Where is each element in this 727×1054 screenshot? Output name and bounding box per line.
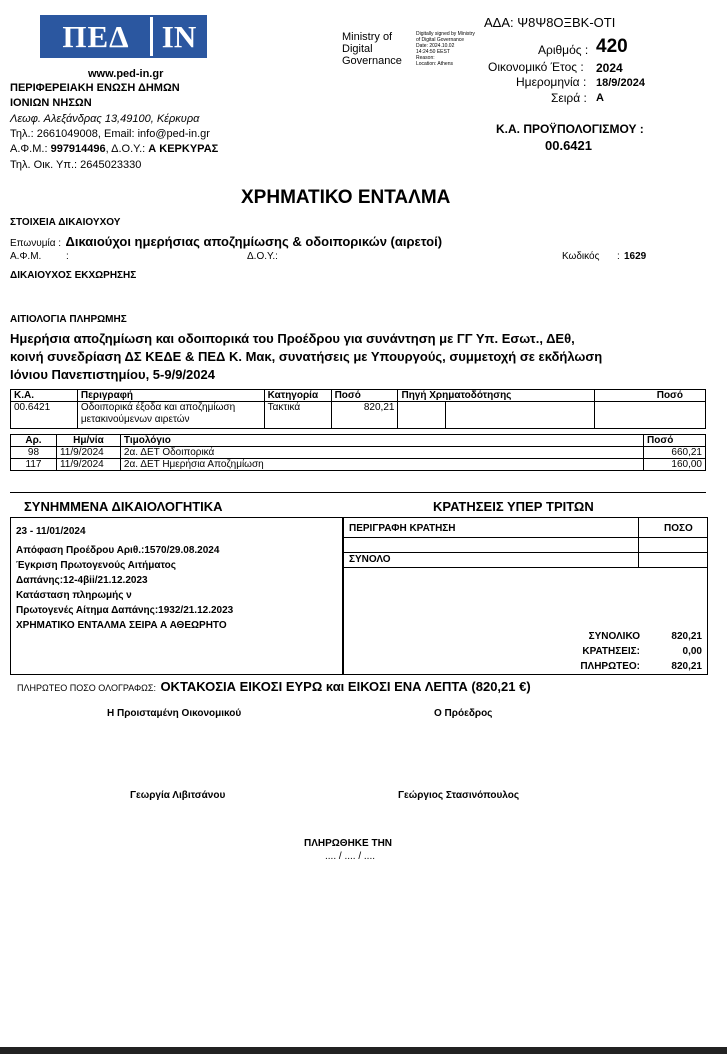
- list-item: Απόφαση Προέδρου Αριθ.:1570/29.08.2024: [16, 545, 220, 556]
- left-signatory-name: Γεωργία Λιβιτσάνου: [130, 790, 226, 801]
- budget-table-header: [11, 390, 706, 402]
- beneficiary-code-label: Κωδικός: [562, 251, 600, 262]
- doy-value: Α ΚΕΡΚΥΡΑΣ: [148, 143, 219, 155]
- deductions-row-line: [344, 552, 707, 553]
- beneficiary-doy-label: Δ.Ο.Υ.:: [247, 251, 278, 262]
- ada-code: ΑΔΑ: Ψ8Ψ8ΟΞΒΚ-ΟΤΙ: [484, 15, 616, 30]
- invoice-title: 2α. ΔΕΤ Οδοιπορικά: [120, 447, 643, 459]
- ministry-line2: Digital: [342, 43, 373, 55]
- signed-line2: of Digital Governance: [416, 37, 465, 43]
- budget-row-description-line1: Οδοιπορικά έξοδα και αποζημίωση: [80, 402, 236, 413]
- signed-reason: Reason:: [416, 55, 435, 61]
- ministry-label: [342, 31, 402, 67]
- deductions-box: [343, 517, 708, 675]
- attachments-title: ΣΥΝΗΜΜΕΝΑ ΔΙΚΑΙΟΛΟΓΗΤΙΚΑ: [24, 499, 223, 514]
- issuer-tax-line: [10, 143, 218, 155]
- col-amount-header: Ποσό: [644, 435, 706, 447]
- col-invoice-header: Τιμολόγιο: [120, 435, 643, 447]
- date-label: Ημερομηνία :: [516, 75, 587, 89]
- series-label: Σειρά :: [551, 91, 587, 105]
- table-row: [11, 402, 706, 429]
- deductions-sum-line: [344, 567, 707, 568]
- paid-label: ΠΛΗΡΩΘΗΚΕ ΤΗΝ: [304, 838, 393, 849]
- beneficiary-section-title: ΣΤΟΙΧΕΙΑ ΔΙΚΑΙΟΥΧΟΥ: [10, 217, 121, 228]
- amount-words-text: ΟΚΤΑΚΟΣΙΑ ΕΙΚΟΣΙ ΕΥΡΩ και ΕΙΚΟΣΙ ΕΝΑ ΛΕΠΤΑ (820,21 €): [160, 679, 531, 694]
- col-category-header: Κατηγορία: [264, 390, 331, 402]
- invoice-table-header: [11, 435, 706, 447]
- list-item: Έγκριση Πρωτογενούς Αιτήματος: [16, 560, 176, 571]
- invoice-date: 11/9/2024: [56, 447, 120, 459]
- invoice-no: 98: [11, 447, 57, 459]
- total-value: 820,21: [671, 631, 702, 642]
- beneficiary-name-row: [10, 233, 442, 251]
- doy-label: , Δ.Ο.Υ.:: [105, 143, 146, 155]
- list-item: Δαπάνης:12-4βii/21.12.2023: [16, 575, 148, 586]
- invoice-table: [10, 434, 706, 471]
- budget-row-category: Τακτικά: [264, 402, 331, 429]
- budget-row-funding-amount: [595, 402, 706, 429]
- list-item: Πρωτογενές Αίτημα Δαπάνης:1932/21.12.2023: [16, 605, 234, 616]
- afm-label: Α.Φ.Μ.:: [10, 143, 48, 155]
- series-value: A: [596, 92, 604, 104]
- issuer-name-line1: ΠΕΡΙΦΕΡΕΙΑΚΗ ΕΝΩΣΗ ΔΗΜΩΝ: [10, 82, 180, 94]
- total-label: ΣΥΝΟΛΙΚΟ: [588, 631, 640, 642]
- deductions-desc-header: ΠΕΡΙΓΡΑΦΗ ΚΡΑΤΗΣΗ: [349, 523, 456, 534]
- list-item: 23 - 11/01/2024: [16, 526, 86, 537]
- signed-line1: Digitally signed by Ministry: [416, 31, 475, 37]
- deductions-amount-header: ΠΟΣΟ: [664, 523, 693, 534]
- issuer-website: www.ped-in.gr: [88, 68, 164, 80]
- budget-code-label: Κ.Α. ΠΡΟΫΠΟΛΟΓΙΣΜΟΥ :: [496, 122, 644, 136]
- col-funding-amount-header: Ποσό: [595, 390, 706, 402]
- invoice-date: 11/9/2024: [56, 459, 120, 471]
- issuer-fin-phone: Τηλ. Οικ. Υπ.: 2645023330: [10, 159, 142, 171]
- right-signatory-name: Γεώργιος Στασινόπουλος: [398, 790, 520, 801]
- issuer-phone-email: Τηλ.: 2661049008, Email: info@ped-in.gr: [10, 128, 210, 140]
- justification-line1: Ημερήσια αποζημίωση και οδοιπορικά του Προέδρου για συνάντηση με ΓΓ Υπ. Εσωτ., ΔΕθ,: [10, 331, 575, 346]
- signed-location: Location: Athens: [416, 61, 453, 67]
- deductions-total-value: 0,00: [682, 646, 702, 657]
- payable-value: 820,21: [671, 661, 702, 672]
- justification-line2: κοινή συνεδρίαση ΔΣ ΚΕΔΕ & ΠΕΔ Κ. Μακ, συνατήσεις με Υπουργούς, συμμετοχή σε εκδήλωση: [10, 349, 603, 364]
- signed-time: 14:24:50 EEST: [416, 49, 450, 55]
- paid-date-placeholder: .... / .... / ....: [325, 851, 376, 862]
- ministry-line3: Governance: [342, 55, 402, 67]
- document-title: ΧΡΗΜΑΤΙΚΟ ΕΝΤΑΛΜΑ: [241, 187, 451, 208]
- budget-row-amount: 820,21: [331, 402, 398, 429]
- left-signatory-role: Η Προισταμένη Οικονομικού: [107, 708, 242, 719]
- table-row: [11, 459, 706, 471]
- doc-number: 420: [596, 36, 628, 57]
- col-code-header: Κ.Α.: [11, 390, 78, 402]
- logo-text-in: ΙΝ: [161, 19, 197, 54]
- section-divider: [10, 492, 706, 493]
- deductions-header-line: [344, 537, 707, 538]
- col-description-header: Περιγραφή: [77, 390, 264, 402]
- list-item: ΧΡΗΜΑΤΙΚΟ ΕΝΤΑΛΜΑ ΣΕΙΡΑ Α ΑΘΕΩΡΗΤΟ: [16, 620, 227, 631]
- payable-label: ΠΛΗΡΩΤΕΟ:: [580, 661, 640, 672]
- budget-code: 00.6421: [545, 138, 592, 153]
- logo-text-ped: ΠΕΔ: [62, 19, 130, 54]
- col-no-header: Αρ.: [11, 435, 57, 447]
- justification-text: [10, 330, 602, 384]
- ped-in-logo: [40, 15, 207, 58]
- invoice-amount: 660,21: [644, 447, 706, 459]
- budget-row-description-line2: μετακινούμενων αιρετών: [80, 414, 190, 425]
- bottom-edge: [0, 1047, 727, 1054]
- afm-value: 997914496: [50, 143, 106, 155]
- beneficiary-afm-colon: :: [66, 251, 69, 262]
- deductions-col-divider: [638, 518, 639, 567]
- justification-line3: Ιόνιου Πανεπιστημίου, 5-9/9/2024: [10, 367, 215, 382]
- budget-row-code: 00.6421: [11, 402, 78, 429]
- invoice-no: 117: [11, 459, 57, 471]
- number-label: Αριθμός :: [538, 43, 589, 57]
- budget-row-funding-source: [398, 402, 595, 429]
- invoice-title: 2α. ΔΕΤ Ημερήσια Αποζημίωση: [120, 459, 643, 471]
- invoice-amount: 160,00: [644, 459, 706, 471]
- beneficiary-code: 1629: [624, 251, 647, 262]
- doc-date: 18/9/2024: [596, 77, 645, 89]
- signed-date: Date: 2024.10.02: [416, 43, 455, 49]
- list-item: Κατάσταση πληρωμής ν: [16, 590, 132, 601]
- issuer-name-line2: ΙΟΝΙΩΝ ΝΗΣΩΝ: [10, 97, 92, 109]
- col-funding-source-header: Πηγή Χρηματοδότησης: [398, 390, 595, 402]
- beneficiary-afm-label: Α.Φ.Μ.: [10, 251, 42, 262]
- col-amount-header: Ποσό: [331, 390, 398, 402]
- attachments-list: [16, 524, 233, 633]
- digital-signature-details: [416, 31, 475, 67]
- budget-table: [10, 389, 706, 429]
- deductions-title: ΚΡΑΤΗΣΕΙΣ ΥΠΕΡ ΤΡΙΤΩΝ: [433, 499, 594, 514]
- year-label: Οικονομικό Έτος :: [488, 60, 584, 74]
- deductions-total-label: ΚΡΑΤΗΣΕΙΣ:: [582, 646, 640, 657]
- funding-subcell: [398, 402, 446, 428]
- beneficiary-name-label: Επωνυμία :: [10, 238, 62, 249]
- justification-section-title: ΑΙΤΙΟΛΟΓΙΑ ΠΛΗΡΩΜΗΣ: [10, 314, 127, 325]
- budget-row-description: [77, 402, 264, 429]
- deductions-sum-label: ΣΥΝΟΛΟ: [349, 554, 391, 565]
- attachments-box: [10, 517, 343, 675]
- ministry-line1: Ministry of: [342, 31, 393, 43]
- right-signatory-role: Ο Πρόεδρος: [434, 708, 493, 719]
- beneficiary-code-colon: :: [617, 251, 620, 262]
- amount-words-row: [17, 678, 531, 696]
- assignee-section-title: ΔΙΚΑΙΟΥΧΟΣ ΕΚΧΩΡΗΣΗΣ: [10, 270, 137, 281]
- issuer-address: Λεωφ. Αλεξάνδρας 13,49100, Κέρκυρα: [10, 113, 200, 125]
- beneficiary-name: Δικαιούχοι ημερήσιας αποζημίωσης & οδοιπορικών (αιρετοί): [65, 234, 443, 249]
- col-date-header: Ημ/νία: [56, 435, 120, 447]
- table-row: [11, 447, 706, 459]
- amount-words-label: ΠΛΗΡΩΤΕΟ ΠΟΣΟ ΟΛΟΓΡΑΦΩΣ:: [17, 683, 156, 693]
- fiscal-year: 2024: [596, 61, 623, 75]
